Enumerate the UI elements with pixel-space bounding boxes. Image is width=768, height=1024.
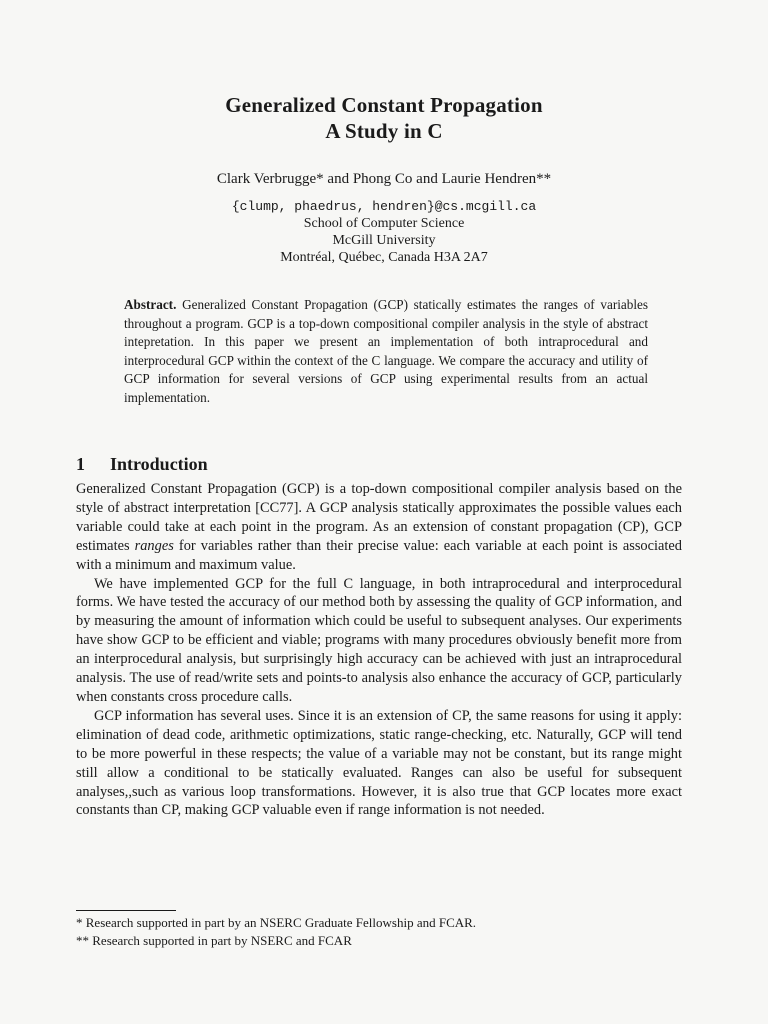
section-number: 1: [76, 454, 85, 474]
paragraph-2: We have implemented GCP for the full C language, in both intraprocedural and interprocedural forms. We have tested the accuracy of our method both by assessing the quality of GCP information, and by measuring the amount of information which could be useful to subsequent analyses. Our experiments have show GCP to be efficient and viable; programs with many procedures obviously benefit more from an interprocedural analysis, but surprisingly high accuracy can be achieved with just an intraprocedural analysis. The use of read/write sets and points-to analysis also enhance the accuracy of GCP, particularly when constants cross procedure calls.: [76, 575, 682, 705]
introduction-body: [76, 480, 682, 820]
paragraph-1-start: Generalized Constant Propagation (GCP) is a top-down compositional compiler analysis based on the style of abstract interpretation [CC77]. A GCP analysis statically approximates the possible values each variable could take at each point in the program. As an extension of constant propagation (CP), GCP estimates: [76, 481, 682, 554]
department: School of Computer Science: [303, 216, 465, 231]
paragraph-1: [76, 480, 682, 575]
university: McGill University: [332, 233, 436, 248]
footnote-1: * Research supported in part by an NSERC Graduate Fellowship and FCAR.: [76, 915, 477, 930]
paragraph-1-emphasis: ranges: [134, 537, 174, 554]
abstract-text: Generalized Constant Propagation (GCP) statically estimates the ranges of variables throughout a program. GCP is a top-down compositional compiler analysis in the style of abstract intepretation. In this paper we present an implementation of both intraprocedural and interprocedural GCP within the context of the C language. We compare the accuracy and utility of GCP information for several versions of GCP using experimental results from an actual implementation.: [124, 297, 649, 405]
section-heading-introduction: [76, 453, 208, 475]
author-list: Clark Verbrugge* and Phong Co and Laurie Hendren**: [216, 171, 552, 187]
paper-title: [0, 92, 768, 144]
footnote-divider: [76, 910, 176, 911]
address: Montréal, Québec, Canada H3A 2A7: [280, 250, 488, 265]
paragraph-1-end: for variables rather than their precise value: each variable at each point is associated with a minimum and maximum value.: [76, 537, 682, 573]
footnotes: [76, 914, 682, 950]
title-line-1: Generalized Constant Propagation: [225, 93, 543, 117]
abstract: [124, 296, 648, 408]
author-emails: {clump, phaedrus, hendren}@cs.mcgill.ca: [231, 199, 537, 214]
abstract-label: Abstract.: [124, 297, 177, 312]
title-line-2: A Study in C: [325, 119, 443, 143]
section-title: Introduction: [110, 454, 208, 474]
affiliation-block: [0, 198, 768, 266]
footnote-2: ** Research supported in part by NSERC and FCAR: [76, 933, 352, 948]
paragraph-3: GCP information has several uses. Since it is an extension of CP, the same reasons for using it apply: elimination of dead code, arithmetic optimizations, static range-checking, etc. Naturally, GCP will tend to be more powerful in these respects; the value of a variable may not be constant, but its range might still allow a conditional to be statically evaluated. Ranges can also be useful for subsequent analyses,,such as various loop transformations. However, it is also true that GCP locates more exact constants than CP, making GCP valuable even if range information is not needed.: [76, 707, 682, 819]
